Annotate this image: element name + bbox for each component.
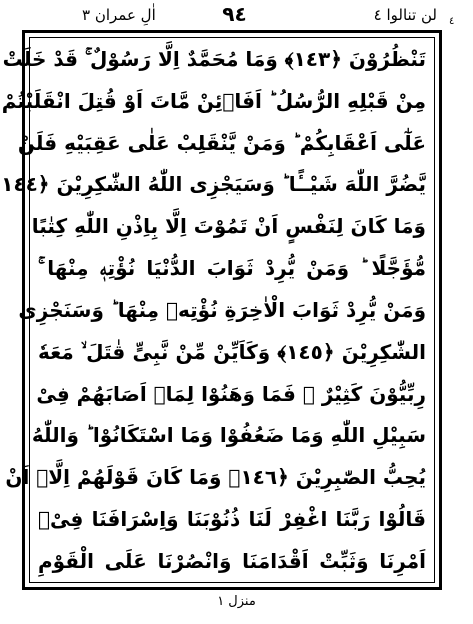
- verse-line-7: وَمَنْ يُّرِدْ ثَوَابَ الْاٰخِرَةِ نُؤْتِهٖ مِنْهَا ؕ وَسَنَجْزِى: [18, 297, 426, 322]
- text-frame: [1, 30, 442, 590]
- verse-line-5: وَمَا كَانَ لِنَفْسٍ اَنْ تَمُوْتَ اِلَّا بِاِذْنِ اللّٰهِ كِتٰبًا: [31, 214, 426, 239]
- juz-name-header: لن تنالوا ٤: [373, 6, 437, 24]
- verse-line-13: اَمْرِنَا وَثَبِّتْ اَقْدَامَنَا وَانْصُرْنَا عَلَى الْقَوْمِ: [38, 548, 426, 573]
- surah-name-header: اٰلِ عمران ٣: [82, 6, 156, 24]
- page-header: [22, 2, 447, 30]
- verse-line-10: سَبِيْلِ اللّٰهِ وَمَا ضَعُفُوْا وَمَا اسْتَكَانُوْا ؕ وَاللّٰهُ: [31, 423, 426, 448]
- page-number: ٩٤: [222, 2, 247, 26]
- text-frame-inner: [1, 37, 435, 583]
- verse-lines: [1, 40, 426, 580]
- verse-line-8: الشّٰكِرِيْنَ ﴿١٤٥﴾ وَكَاَيِّنْ مِّنْ نَّبِىٍّ قٰتَلَ ۙ مَعَهٗ: [38, 339, 426, 364]
- juz-marker: ٤: [449, 16, 455, 27]
- verse-line-1: تَنْظُرُوْنَ ﴿١٤٣﴾ وَمَا مُحَمَّدٌ اِلَّا رَسُوْلٌ ۚ قَدْ خَلَتْ: [2, 47, 426, 71]
- verse-line-6: مُّؤَجَّلًا ؕ وَمَنْ يُّرِدْ ثَوَابَ الدُّنْيَا نُؤْتِهٖ مِنْهَا ۚ: [38, 256, 426, 281]
- verse-line-2: مِنْ قَبْلِهِ الرُّسُلُ ؕ اَفَا۠ئِنْ مَّاتَ اَوْ قُتِلَ انْقَلَبْتُمْ: [1, 88, 426, 113]
- verse-line-11: يُحِبُّ الصّٰبِرِيْنَ ﴿١٤٦﴾ وَمَا كَانَ قَوْلَهُمْ اِلَّاۤ اَنْ: [5, 465, 426, 490]
- manzil-footer: منزل ١: [217, 594, 256, 609]
- verse-line-3: عَلٰٓى اَعْقَابِكُمْ ؕ وَمَنْ يَّنْقَلِبْ عَلٰى عَقِبَيْهِ فَلَنْ: [17, 130, 426, 155]
- verse-line-4: يَّضُرَّ اللّٰهَ شَيْــًٔا ؕ وَسَيَجْزِى اللّٰهُ الشّٰكِرِيْنَ ﴿١٤٤: [1, 172, 426, 197]
- verse-line-9: رِبِّيُّوْنَ كَثِيْرٌ ۚ فَمَا وَهَنُوْا لِمَاۤ اَصَابَهُمْ فِىْ: [36, 381, 426, 406]
- verse-line-12: قَالُوْا رَبَّنَا اغْفِرْ لَنَا ذُنُوْبَنَا وَاِسْرَافَنَا فِىْۤ: [38, 507, 426, 532]
